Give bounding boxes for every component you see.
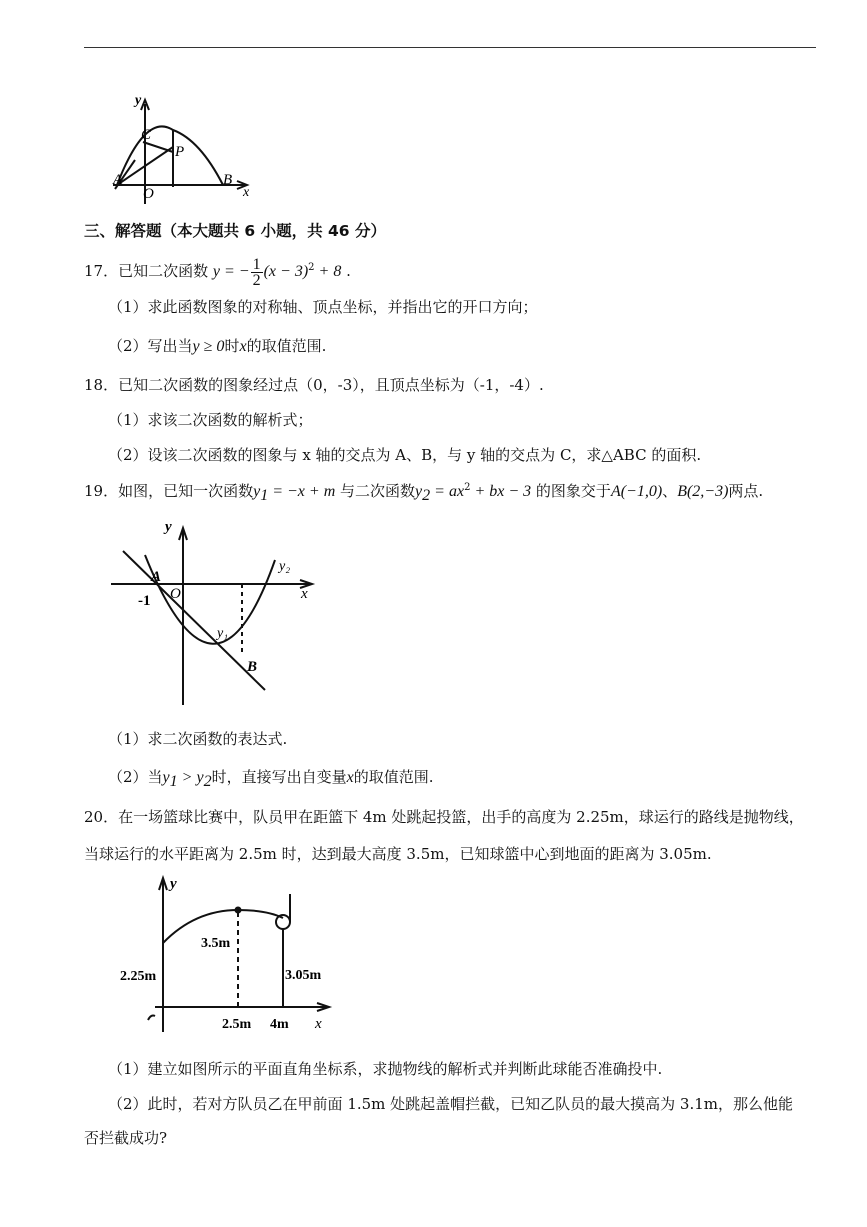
fig-top-label-y: y — [135, 93, 142, 108]
q19-point-a: A(−1,0) — [610, 483, 663, 500]
q19-figure — [105, 515, 320, 710]
q17-formula-post: (x − 3) — [263, 263, 309, 280]
top-figure — [105, 92, 265, 212]
fig-top-label-c: C — [141, 127, 152, 143]
q20-part1: （1）建立如图所示的平面直角坐标系，求抛物线的解析式并判断此球能否准确投中. — [108, 1060, 663, 1078]
q17-fraction — [251, 257, 263, 288]
q19-fig-y: y — [165, 519, 172, 535]
q17-p2-a: （2）写出当 — [108, 337, 193, 355]
fig-top-label-p: P — [175, 144, 185, 160]
fig-top-label-b: B — [223, 172, 233, 188]
q19-fig-y1: y₁ — [217, 626, 229, 641]
q17-part2 — [108, 335, 326, 356]
q17-formula-pre: y = − — [212, 263, 250, 280]
q19-fig-x: x — [301, 586, 308, 602]
q19-y2: y — [415, 483, 423, 500]
q17-p2-math: y ≥ 0 — [192, 338, 225, 355]
q19-d: 两点. — [728, 482, 764, 500]
q17-num: 17． — [84, 262, 119, 280]
q19-sep: 、 — [662, 482, 678, 500]
fig-top-label-a: A — [113, 172, 123, 188]
q19-fig-y2: y₂ — [279, 559, 291, 574]
q17-formula-tail: + 8 — [314, 263, 342, 280]
header-rule — [84, 47, 816, 48]
fig-top-label-x: x — [243, 185, 250, 200]
q20-part2-line1: （2）此时，若对方队员乙在甲前面 1.5m 处跳起盖帽拦截，已知乙队员的最大摸高为 3.1m，那么他能 — [108, 1095, 794, 1113]
q19-fig-o: O — [170, 586, 181, 602]
q19-stem — [84, 480, 763, 505]
q17-p2-b: 时 — [224, 337, 240, 355]
q20-line1: 20．在一场篮球比赛中，队员甲在距篮下 4m 处跳起投篮，出手的高度为 2.25m，球运行的路线是抛物线， — [84, 808, 804, 826]
q19-linear: = −x + m — [268, 483, 336, 500]
q19-p2-y2-sub: 2 — [203, 773, 212, 790]
fig-top-label-o: O — [143, 186, 154, 202]
q20-fig-h1: 2.25m — [120, 969, 157, 984]
q20-fig-d2: 4m — [270, 1017, 289, 1032]
q18-part1: （1）求该二次函数的解析式； — [108, 411, 313, 429]
q19-fig-m1: -1 — [138, 593, 151, 609]
q17-frac-num: 1 — [252, 255, 261, 273]
q20-fig-x: x — [315, 1016, 322, 1032]
q17-lead: 已知二次函数 — [118, 262, 209, 280]
q19-quad-b: + bx − 3 — [470, 483, 532, 500]
q19-a: 19．如图，已知一次函数 — [84, 482, 254, 500]
q19-fig-b: B — [247, 659, 258, 675]
q19-y1-sub: 1 — [260, 487, 269, 504]
q19-p2-c: 的取值范围. — [353, 768, 434, 786]
q17-end: . — [341, 262, 351, 280]
q18-part2: （2）设该二次函数的图象与 x 轴的交点为 A、B，与 y 轴的交点为 C，求△ABC 的面积. — [108, 446, 702, 464]
q19-c: 的图象交于 — [535, 482, 611, 500]
q17-p2-c: 的取值范围. — [246, 337, 327, 355]
section-title: 三、解答题（本大题共 6 小题，共 46 分） — [84, 222, 386, 240]
q20-figure — [115, 870, 340, 1040]
q19-part1: （1）求二次函数的表达式. — [108, 730, 288, 748]
q19-p2-b: 时，直接写出自变量 — [211, 768, 347, 786]
q20-line2: 当球运行的水平距离为 2.5m 时，达到最大高度 3.5m，已知球篮中心到地面的距离为 3.05m. — [84, 845, 712, 863]
q19-p2-y1: y — [162, 769, 170, 786]
q19-quad-sup: 2 — [464, 482, 471, 493]
q19-p2-gt: > — [177, 769, 197, 786]
q19-quad-a: = ax — [430, 483, 465, 500]
q17-stem — [84, 252, 351, 289]
q20-fig-y: y — [170, 876, 177, 892]
q19-y1: y — [253, 483, 261, 500]
q20-part2-line2: 否拦截成功? — [84, 1129, 168, 1147]
q17-sup: 2 — [308, 262, 315, 273]
q19-b: 与二次函数 — [340, 482, 416, 500]
q19-p2-y1-sub: 1 — [169, 773, 178, 790]
q17-frac-den: 2 — [252, 271, 261, 289]
q19-p2-a: （2）当 — [108, 768, 163, 786]
q19-p2-x: x — [346, 769, 354, 786]
q17-p2-x: x — [239, 338, 247, 355]
q18-stem: 18．已知二次函数的图象经过点（0，-3），且顶点坐标为（-1，-4）. — [84, 376, 544, 394]
q20-fig-d1: 2.5m — [222, 1017, 252, 1032]
q19-y2-sub: 2 — [422, 487, 431, 504]
q17-part1: （1）求此函数图象的对称轴、顶点坐标，并指出它的开口方向； — [108, 298, 538, 316]
q19-point-b: B(2,−3) — [677, 483, 729, 500]
q20-fig-h2: 3.5m — [201, 936, 231, 951]
q19-part2 — [108, 766, 433, 791]
q20-fig-h3: 3.05m — [285, 968, 322, 983]
q19-p2-y2: y — [196, 769, 204, 786]
q19-fig-a: A — [151, 569, 162, 585]
